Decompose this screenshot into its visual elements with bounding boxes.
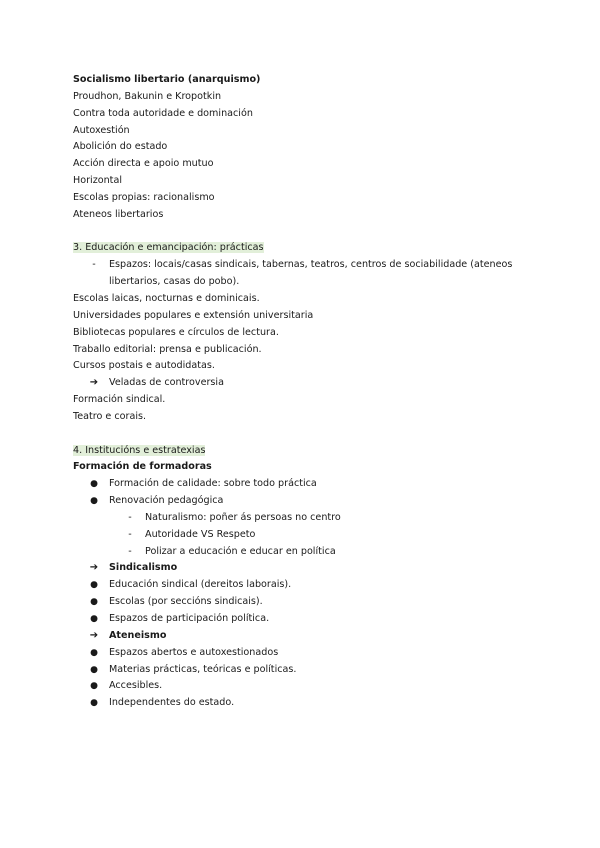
list-item-text: Escolas (por seccións sindicais). [109, 596, 263, 608]
text-line: Autoxestión [73, 124, 130, 136]
arrow-list-item [73, 628, 543, 645]
document-body [73, 72, 543, 712]
bullet-icon: ● [90, 647, 98, 658]
list-item-text: Espazos abertos e autoxestionados [109, 646, 279, 658]
list-item-text: Ateneismo [109, 629, 167, 641]
subheading: Formación de formadoras [73, 461, 212, 473]
text-line: Abolición do estado [73, 141, 168, 153]
text-line: Ateneos libertarios [73, 208, 164, 220]
text-line: Contra toda autoridade e dominación [73, 107, 253, 119]
text-line: Bibliotecas populares e círculos de lectura. [73, 326, 279, 338]
bullet-icon: ● [90, 664, 98, 675]
dash-marker: - [92, 259, 96, 271]
dash-marker: - [128, 511, 132, 523]
list-item-text: Accesibles. [109, 680, 163, 692]
list-item-text: Naturalismo: poñer ás persoas no centro [145, 511, 341, 523]
bullet-list-item [73, 594, 543, 611]
bullet-list-item [73, 645, 543, 662]
dash-list-item [73, 257, 543, 274]
list-item-text: Educación sindical (dereitos laborais). [109, 579, 292, 591]
arrow-list-item [73, 560, 543, 577]
text-line: Formación sindical. [73, 394, 166, 406]
list-item-text: Espazos: locais/casas sindicais, tabernas, teatros, centros de sociabilidade (ateneos [109, 259, 513, 271]
highlighted-heading: 4. Institucións e estratexias [73, 444, 206, 456]
bullet-list-item [73, 695, 543, 712]
dash-marker: - [128, 528, 132, 540]
bullet-icon: ● [90, 496, 98, 507]
list-item-text: Independentes do estado. [109, 697, 235, 709]
bullet-icon: ● [90, 597, 98, 608]
dash-list-item [73, 527, 543, 544]
text-line: Universidades populares e extensión universitaria [73, 309, 314, 321]
dash-list-item [73, 510, 543, 527]
dash-marker: - [128, 545, 132, 557]
text-line: Traballo editorial: prensa e publicación. [73, 343, 262, 355]
bullet-list-item [73, 611, 543, 628]
bullet-icon: ● [90, 681, 98, 692]
list-item-text: Espazos de participación política. [109, 613, 270, 624]
bullet-icon: ● [90, 479, 98, 490]
text-line: Proudhon, Bakunin e Kropotkin [73, 90, 222, 102]
arrow-right-icon: ➔ [89, 629, 99, 641]
text-line: Escolas propias: racionalismo [73, 191, 215, 203]
list-item-text: Veladas de controversia [109, 377, 224, 389]
list-item-text: Autoridade VS Respeto [145, 528, 256, 540]
text-line: Horizontal [73, 175, 122, 187]
text-line: Cursos postais e autodidatas. [73, 360, 215, 372]
text-line: Escolas laicas, nocturnas e dominicais. [73, 292, 260, 304]
list-item-text: Renovación pedagógica [109, 495, 224, 507]
bullet-list-item [73, 662, 543, 679]
arrow-right-icon: ➔ [89, 562, 99, 574]
text-line: Teatro e corais. [73, 410, 147, 422]
bullet-icon: ● [90, 698, 98, 709]
arrow-right-icon: ➔ [89, 377, 99, 389]
dash-list-item-continuation: libertarios, casas do pobo). [109, 276, 240, 288]
bullet-icon: ● [90, 580, 98, 591]
dash-list-item [73, 544, 543, 561]
list-item-text: Polizar a educación e educar en política [145, 545, 336, 557]
arrow-list-item [73, 375, 543, 392]
list-item-text: Materias prácticas, teóricas e políticas. [109, 663, 297, 675]
bullet-list-item [73, 493, 543, 510]
section-title-socialismo: Socialismo libertario (anarquismo) [73, 74, 261, 85]
bullet-list-item [73, 678, 543, 695]
list-item-text: Formación de calidade: sobre todo práctica [109, 478, 317, 490]
text-line: Acción directa e apoio mutuo [73, 158, 214, 170]
section-heading-3 [73, 240, 543, 257]
highlighted-heading: 3. Educación e emancipación: prácticas [73, 242, 264, 254]
bullet-icon: ● [90, 614, 98, 624]
bullet-list-item [73, 577, 543, 594]
bullet-list-item [73, 476, 543, 493]
list-item-text: Sindicalismo [109, 562, 178, 574]
section-heading-4 [73, 443, 543, 460]
